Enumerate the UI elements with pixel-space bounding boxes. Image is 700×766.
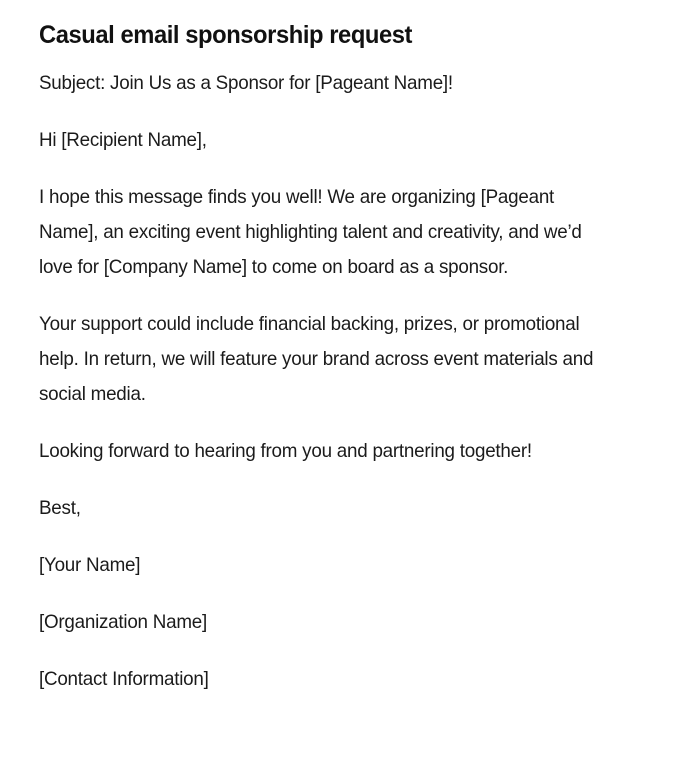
email-body	[39, 66, 660, 697]
email-signature-name: [Your Name]	[39, 554, 141, 576]
email-intro-paragraph: I hope this message finds you well! We are organizing [Pageant Name], an exciting event highlighting talent and creativity, and we’d love for [Company Name] to come on board as a sponsor.	[39, 186, 582, 278]
email-subject-line: Subject: Join Us as a Sponsor for [Pageant Name]!	[39, 72, 453, 94]
email-greeting: Hi [Recipient Name],	[39, 129, 207, 151]
page-title: Casual email sponsorship request	[39, 21, 413, 49]
email-signature-contact: [Contact Information]	[39, 668, 209, 690]
email-signoff: Best,	[39, 497, 81, 519]
email-support-paragraph: Your support could include financial backing, prizes, or promotional help. In return, we will feature your brand across event materials and social media.	[39, 313, 594, 405]
email-closing-paragraph: Looking forward to hearing from you and partnering together!	[39, 440, 532, 462]
email-signature-organization: [Organization Name]	[39, 611, 208, 633]
